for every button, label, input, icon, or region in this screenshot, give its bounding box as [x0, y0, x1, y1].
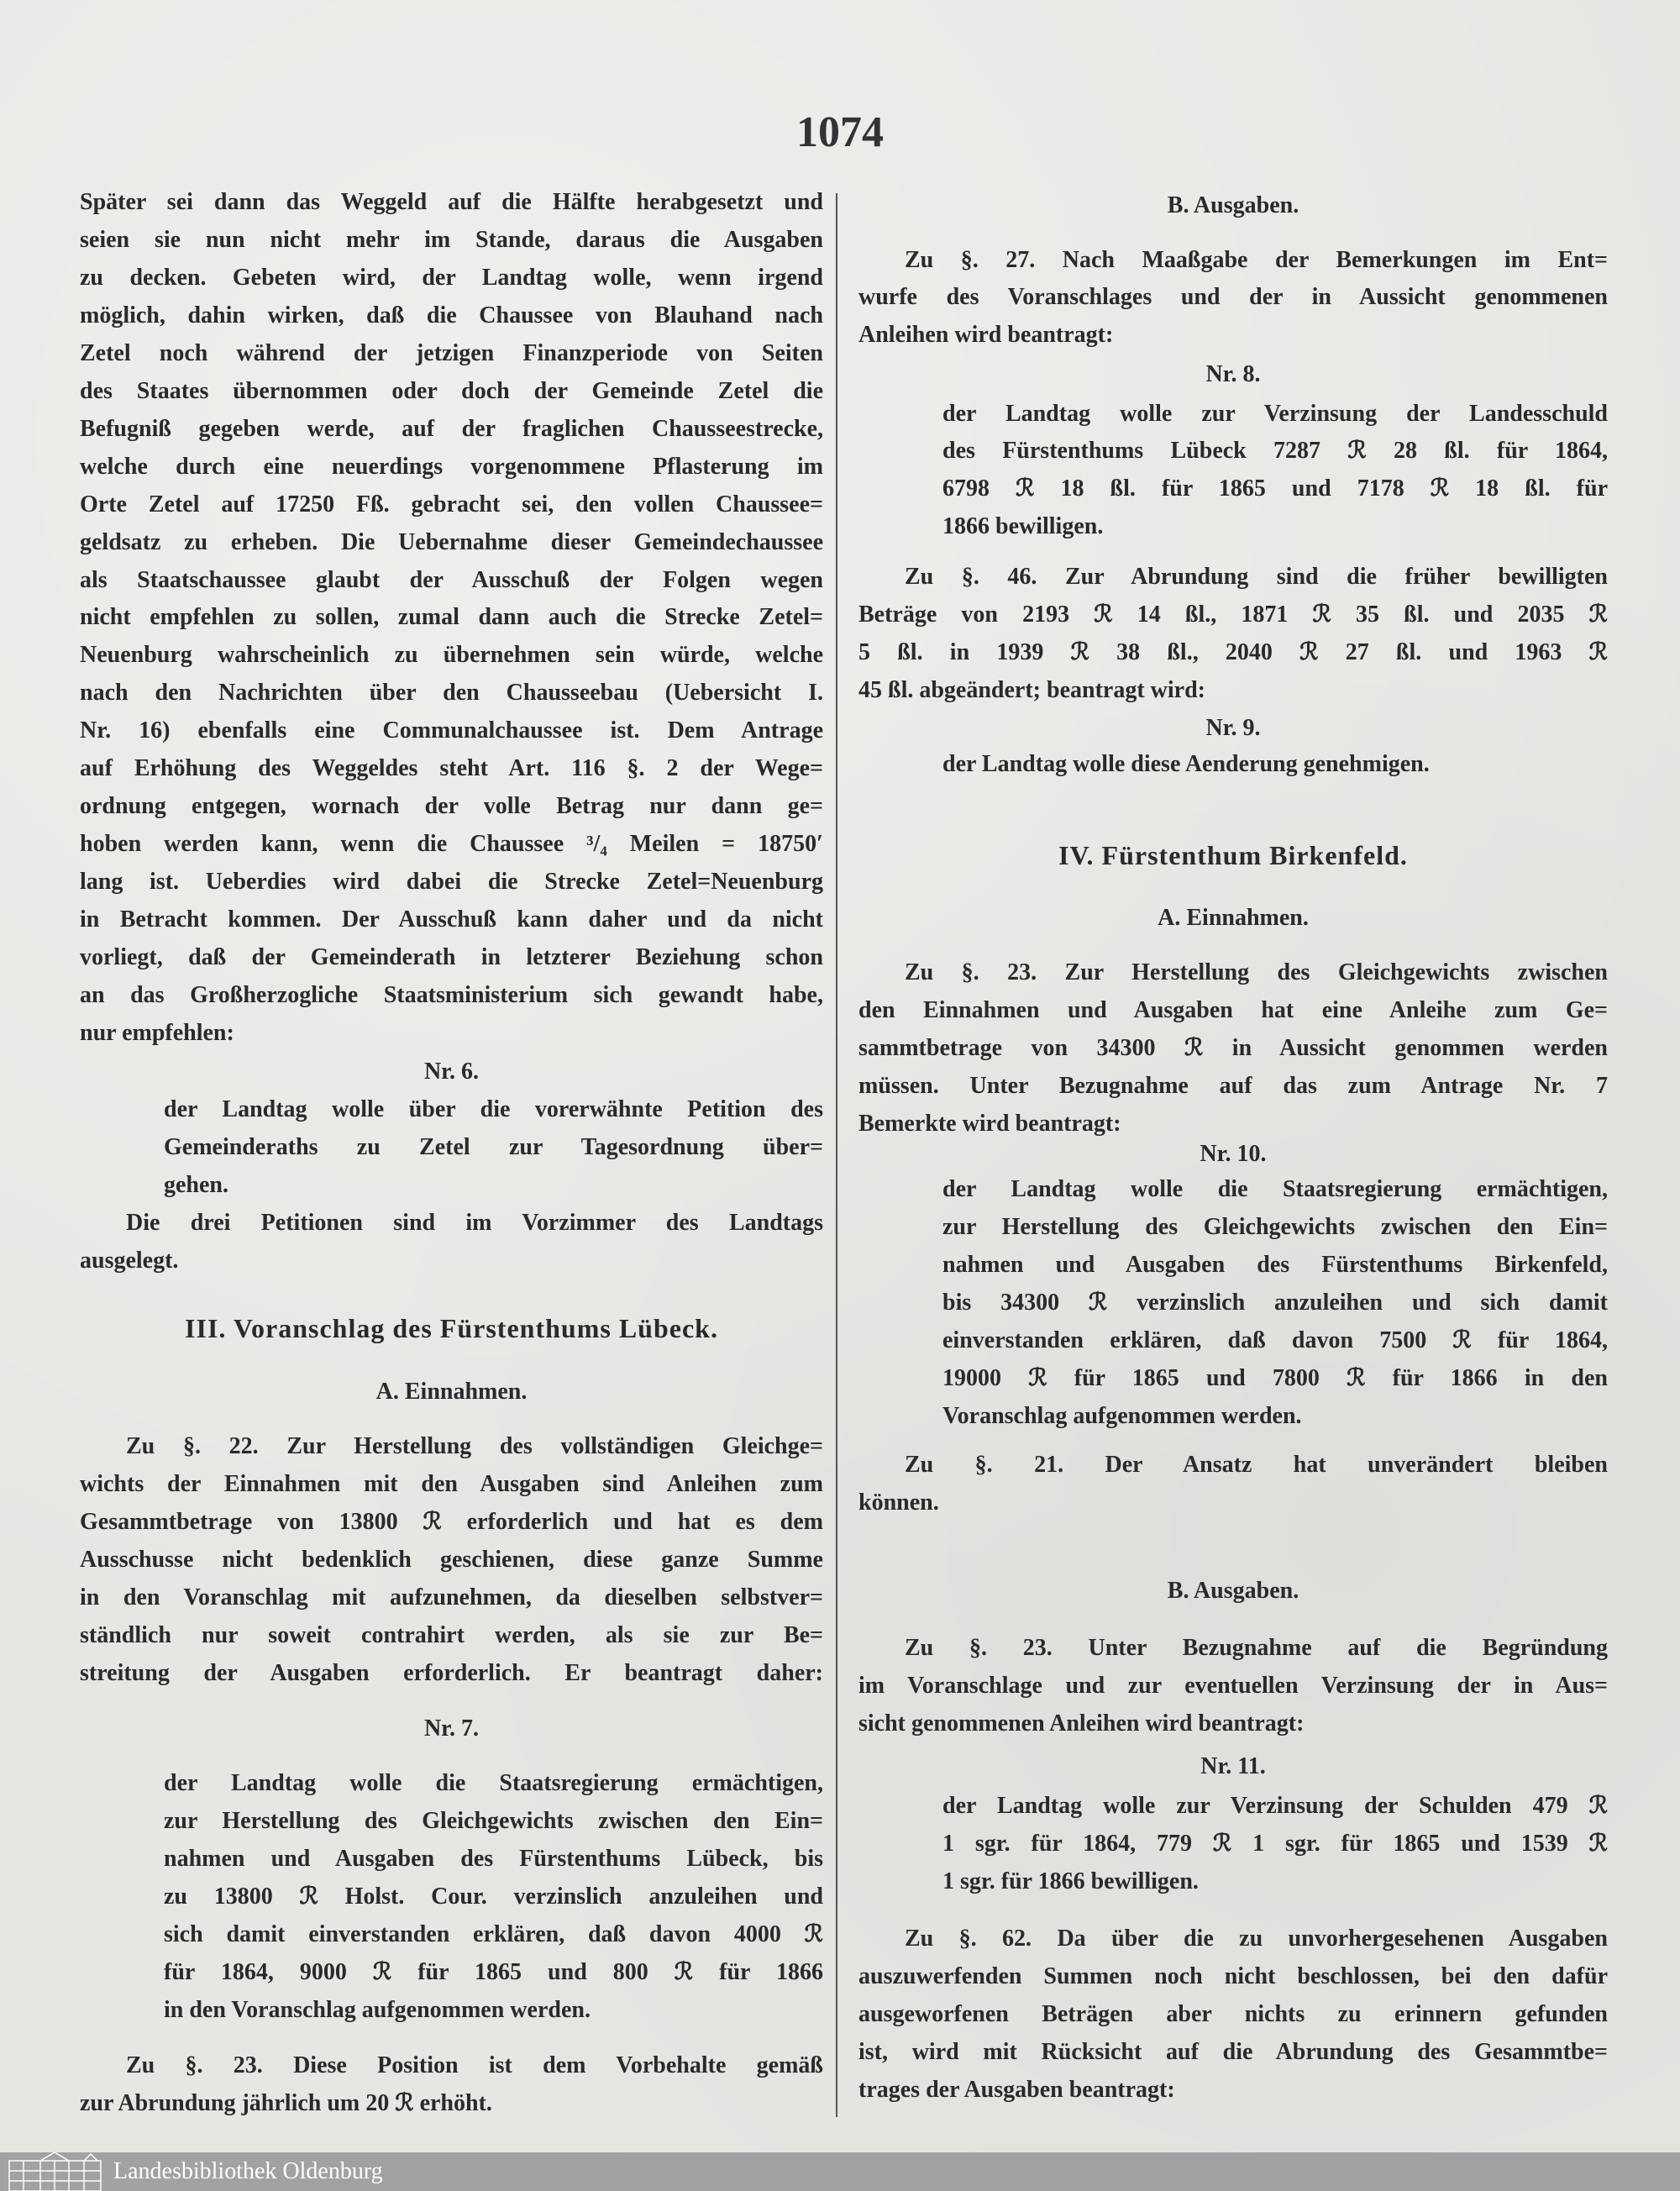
text-line: den Einnahmen und Ausgaben hat eine Anleihe zum Ge= — [858, 997, 1608, 1023]
subheading: Nr. 9. — [1205, 715, 1261, 741]
section-heading: IV. Fürstenthum Birkenfeld. — [1058, 840, 1408, 870]
text-line: vorliegt, daß der Gemeinderath in letzterer Beziehung schon — [80, 944, 823, 970]
text-line: Zu §. 22. Zur Herstellung des vollständigen Gleichge= — [126, 1433, 823, 1459]
text-line: 1 sgr. für 1864, 779 ℛ 1 sgr. für 1865 und 1539 ℛ — [942, 1831, 1608, 1857]
text-line: Befugniß gegeben werde, auf der fraglichen Chausseestrecke, — [80, 416, 823, 442]
text-line: Zu §. 23. Zur Herstellung des Gleichgewichts zwischen — [905, 959, 1608, 985]
text-line: Nr. 16) ebenfalls eine Communalchaussee ist. Dem Antrage — [80, 717, 823, 743]
text-line: Gesammtbetrage von 13800 ℛ erforderlich und hat es dem — [80, 1509, 823, 1535]
text-line: ausgeworfenen Beträgen aber nichts zu erinnern gefunden — [858, 2001, 1608, 2027]
text-line: der Landtag wolle die Staatsregierung ermächtigen, — [942, 1176, 1608, 1202]
text-line: des Fürstenthums Lübeck 7287 ℛ 28 ßl. für 1864, — [942, 438, 1608, 464]
text-line: der Landtag wolle diese Aenderung genehmigen. — [942, 751, 1430, 777]
text-line: 19000 ℛ für 1865 und 7800 ℛ für 1866 in den — [942, 1365, 1608, 1391]
text-line: Die drei Petitionen sind im Vorzimmer des Landtags — [126, 1210, 823, 1236]
text-line: in den Voranschlag mit aufzunehmen, da dieselben selbstver= — [80, 1584, 823, 1610]
text-line: lang ist. Ueberdies wird dabei die Strecke Zetel=Neuenburg — [80, 869, 823, 895]
subheading: A. Einnahmen. — [375, 1379, 528, 1405]
text-line: nahmen und Ausgaben des Fürstenthums Birkenfeld, — [942, 1252, 1608, 1278]
text-line: trages der Ausgaben beantragt: — [858, 2077, 1175, 2103]
text-line: in Betracht kommen. Der Ausschuß kann daher und da nicht — [80, 906, 823, 933]
text-line: bis 34300 ℛ verzinslich anzuleihen und sich damit — [942, 1290, 1608, 1316]
text-line: müssen. Unter Bezugnahme auf das zum Antrage Nr. 7 — [858, 1073, 1608, 1099]
subheading: A. Einnahmen. — [1158, 905, 1309, 931]
subheading: Nr. 7. — [423, 1715, 480, 1742]
text-line: gehen. — [164, 1172, 228, 1198]
text-line: 5 ßl. in 1939 ℛ 38 ßl., 2040 ℛ 27 ßl. und 1963 ℛ — [858, 639, 1608, 665]
section-heading: III. Voranschlag des Fürstenthums Lübeck. — [185, 1313, 718, 1343]
text-line: wurfe des Voranschlages und der in Aussicht genommenen — [858, 284, 1608, 310]
text-line: ständlich nur soweit contrahirt werden, als sie zur Be= — [80, 1622, 823, 1648]
text-line: ordnung entgegen, wornach der volle Betrag nur dann ge= — [80, 793, 823, 819]
subheading: Nr. 10. — [1200, 1141, 1267, 1167]
text-line: Anleihen wird beantragt: — [858, 322, 1114, 348]
text-line: der Landtag wolle die Staatsregierung ermächtigen, — [164, 1770, 823, 1796]
text-line: 45 ßl. abgeändert; beantragt wird: — [858, 677, 1205, 703]
text-line: Gemeinderaths zu Zetel zur Tagesordnung über= — [164, 1134, 823, 1160]
text-line: der Landtag wolle zur Verzinsung der Landesschuld — [942, 401, 1608, 427]
text-line: der Landtag wolle über die vorerwähnte Petition des — [164, 1096, 823, 1122]
text-line: 6798 ℛ 18 ßl. für 1865 und 7178 ℛ 18 ßl. für — [942, 476, 1608, 502]
text-line: auf Erhöhung des Weggeldes steht Art. 116 §. 2 der Wege= — [80, 755, 823, 781]
text-line: sich damit einverstanden erklären, daß davon 4000 ℛ — [164, 1921, 823, 1947]
text-line: nicht empfehlen zu sollen, zumal dann auch die Strecke Zetel= — [80, 604, 823, 630]
text-line: für 1864, 9000 ℛ für 1865 und 800 ℛ für 1866 — [164, 1959, 823, 1985]
text-line: im Voranschlage und zur eventuellen Verzinsung der in Aus= — [858, 1673, 1608, 1699]
text-line: zu 13800 ℛ Holst. Cour. verzinslich anzuleihen und — [164, 1884, 823, 1910]
text-line: Neuenburg wahrscheinlich zu übernehmen sein würde, welche — [80, 642, 823, 668]
subheading: B. Ausgaben. — [1167, 192, 1299, 218]
text-line: zur Abrundung jährlich um 20 ℛ erhöht. — [80, 2090, 492, 2116]
text-line: als Staatschaussee glaubt der Ausschuß der Folgen wegen — [80, 567, 823, 593]
text-line: zur Herstellung des Gleichgewichts zwischen den Ein= — [942, 1214, 1608, 1240]
text-line: hoben werden kann, wenn die Chaussee ³/₄ Meilen = 18750′ — [80, 831, 823, 857]
page-number: 1074 — [796, 108, 884, 156]
text-line: sicht genommenen Anleihen wird beantragt: — [858, 1710, 1305, 1737]
text-line: Zu §. 27. Nach Maaßgabe der Bemerkungen im Ent= — [905, 247, 1608, 273]
text-line: welche durch eine neuerdings vorgenommene Pflasterung im — [80, 454, 823, 480]
text-line: Voranschlag aufgenommen werden. — [942, 1403, 1302, 1429]
text-line: können. — [858, 1490, 939, 1516]
text-line: streitung der Ausgaben erforderlich. Er beantragt daher: — [80, 1660, 823, 1686]
text-line: ist, wird mit Rücksicht auf die Abrundung des Gesammtbe= — [858, 2039, 1608, 2065]
text-line: Zu §. 23. Diese Position ist dem Vorbehalte gemäß — [126, 2052, 823, 2078]
footer-bar — [0, 2152, 1680, 2191]
text-line: Zu §. 23. Unter Bezugnahme auf die Begründung — [905, 1635, 1608, 1661]
column-divider — [836, 193, 837, 2117]
text-line: auszuwerfenden Summen noch nicht beschlossen, bei den dafür — [858, 1963, 1608, 1989]
text-line: 1 sgr. für 1866 bewilligen. — [942, 1868, 1199, 1894]
text-line: Zetel noch während der jetzigen Finanzperiode von Seiten — [80, 340, 823, 366]
text-line: sammtbetrage von 34300 ℛ in Aussicht genommen werden — [858, 1035, 1608, 1061]
text-line: Zu §. 62. Da über die zu unvorhergesehenen Ausgaben — [905, 1926, 1608, 1952]
text-line: zur Herstellung des Gleichgewichts zwischen den Ein= — [164, 1808, 823, 1834]
text-line: nur empfehlen: — [80, 1020, 234, 1046]
text-line: in den Voranschlag aufgenommen werden. — [164, 1997, 591, 2023]
text-line: Beträge von 2193 ℛ 14 ßl., 1871 ℛ 35 ßl. und 2035 ℛ — [858, 602, 1608, 628]
text-line: Bemerkte wird beantragt: — [858, 1111, 1121, 1137]
text-line: Zu §. 21. Der Ansatz hat unverändert bleiben — [905, 1452, 1608, 1478]
text-line: wichts der Einnahmen mit den Ausgaben sind Anleihen zum — [80, 1471, 823, 1497]
text-line: Orte Zetel auf 17250 Fß. gebracht sei, den vollen Chaussee= — [80, 491, 823, 518]
subheading: Nr. 8. — [1205, 361, 1261, 387]
text-line: Später sei dann das Weggeld auf die Hälfte herabgesetzt und — [80, 189, 823, 215]
subheading: Nr. 11. — [1200, 1753, 1266, 1779]
text-line: 1866 bewilligen. — [942, 513, 1104, 539]
text-line: geldsatz zu erheben. Die Uebernahme dieser Gemeindechaussee — [80, 529, 823, 555]
text-line: Ausschusse nicht bedenklich geschienen, diese ganze Summe — [80, 1547, 823, 1573]
text-line: seien sie nun nicht mehr im Stande, daraus die Ausgaben — [80, 227, 823, 253]
text-line: des Staates übernommen oder doch der Gemeinde Zetel die — [80, 378, 823, 404]
text-line: der Landtag wolle zur Verzinsung der Schulden 479 ℛ — [942, 1793, 1608, 1819]
library-building-icon — [7, 2152, 103, 2191]
text-line: Zu §. 46. Zur Abrundung sind die früher bewilligten — [905, 564, 1608, 590]
subheading: Nr. 6. — [423, 1059, 480, 1085]
text-line: nahmen und Ausgaben des Fürstenthums Lübeck, bis — [164, 1846, 823, 1872]
text-line: nach den Nachrichten über den Chausseebau (Uebersicht I. — [80, 680, 823, 706]
text-line: ausgelegt. — [80, 1248, 179, 1274]
text-line: an das Großherzogliche Staatsministerium sich gewandt habe, — [80, 982, 823, 1008]
library-name: Landesbibliothek Oldenburg — [113, 2158, 383, 2184]
text-line: einverstanden erklären, daß davon 7500 ℛ für 1864, — [942, 1327, 1608, 1353]
text-line: zu decken. Gebeten wird, der Landtag wolle, wenn irgend — [80, 265, 823, 291]
subheading: B. Ausgaben. — [1167, 1578, 1299, 1604]
text-line: möglich, dahin wirken, daß die Chaussee von Blauhand nach — [80, 302, 823, 328]
